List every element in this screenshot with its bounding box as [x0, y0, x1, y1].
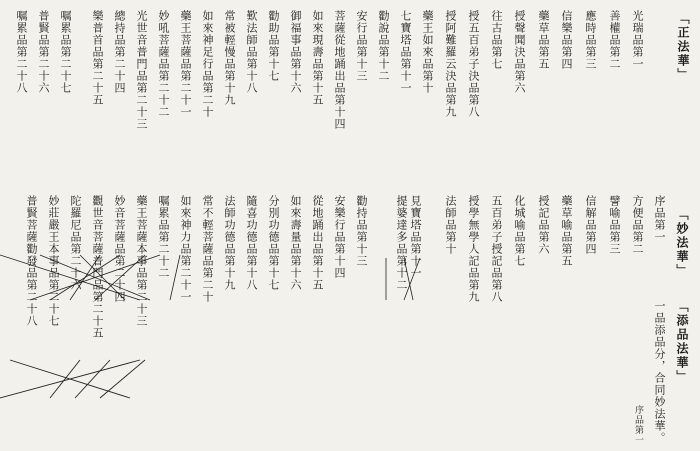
mid-row-22: 嘱累品第二十二	[157, 195, 170, 279]
top-row-6: 授聲聞決品第六	[513, 10, 526, 94]
mid-row-13: 勸持品第十三	[355, 195, 368, 267]
mid-row-24: 妙音菩薩品第二十四	[113, 195, 126, 303]
top-row-1: 光瑞品第一	[631, 10, 644, 70]
mid-row-5: 藥草喻品第五	[560, 195, 573, 267]
top-row-20: 如來神足行品第二十	[201, 10, 214, 118]
top-row-7: 往古品第七	[490, 10, 503, 70]
top-row-10: 藥王如來品第十	[421, 10, 434, 94]
top-row-12: 勸說品第十二	[377, 10, 390, 82]
connector-line	[50, 360, 80, 398]
mid-row-18: 隨喜功德品第十八	[245, 195, 258, 291]
mid-row-16: 如來壽量品第十六	[289, 195, 302, 291]
top-row-25: 樂普首品第二十五	[91, 10, 104, 106]
top-row-8: 授五百弟子決品第八	[467, 10, 480, 118]
mid-row-28: 普賢菩薩勸發品第二十八	[25, 195, 38, 327]
mid-row-6: 授記品第六	[537, 195, 550, 255]
header-mid: 「妙法華」	[675, 208, 689, 278]
mid-row-3: 譬喻品第三	[608, 195, 621, 255]
top-row-27: 普賢品第二十六	[37, 10, 50, 94]
mid-row-25: 觀世音菩薩普門品第二十五	[91, 195, 104, 339]
mid-row-20: 常不輕菩薩品第二十	[201, 195, 214, 303]
mid-row-10: 法師品第十	[444, 195, 457, 255]
mid-row-2: 方便品第二	[631, 195, 644, 255]
top-row-17: 勸助品第十七	[267, 10, 280, 82]
mid-row-27: 妙莊嚴王本事品第二十七	[47, 195, 60, 327]
top-row-9: 授阿難羅云決品第九	[444, 10, 457, 118]
connector-line	[50, 255, 120, 300]
top-row-5: 藥草品第五	[537, 10, 550, 70]
connector-line	[10, 360, 130, 398]
top-row-18: 歎法師品第十八	[245, 10, 258, 94]
top-row-15: 如來現壽品第十五	[311, 10, 324, 106]
mid-row-1: 序品第一	[653, 195, 666, 243]
header-right: 「正法華」	[676, 12, 690, 82]
top-row-24: 總持品第二十四	[113, 10, 126, 94]
connector-line	[0, 360, 140, 398]
top-row-19: 常被輕慢品第十九	[223, 10, 236, 106]
top-row-16: 御福事品第十六	[289, 10, 302, 94]
top-row-14: 菩薩從地踊出品第十四	[333, 10, 346, 130]
mid-row-11: 見寶塔品第十一	[409, 195, 422, 279]
mid-row-21: 如來神力品第二十一	[179, 195, 192, 303]
header-note: 一品添品分，合同妙法華。	[653, 300, 666, 444]
mid-row-15: 從地踊出品第十五	[311, 195, 324, 291]
bottom-row-1: 序品第一	[633, 405, 643, 445]
connector-line	[100, 360, 145, 398]
mid-row-19: 法師功德品第十九	[223, 195, 236, 291]
connector-line	[75, 360, 110, 398]
top-row-2: 善權品第二	[608, 10, 621, 70]
mid-row-26: 陀羅尼品第二十六	[69, 195, 82, 291]
mid-row-23: 藥王菩薩本事品第二十三	[135, 195, 148, 327]
mid-row-17: 分別功德品第十七	[267, 195, 280, 291]
header-left: 「添品法華」	[675, 300, 689, 384]
top-row-26: 嘱累品第二十七	[59, 10, 72, 94]
top-row-11: 七寶塔品第十一	[399, 10, 412, 94]
top-row-28: 嘱累品第二十八	[15, 10, 28, 94]
mid-row-4: 信解品第四	[584, 195, 597, 255]
mid-row-8: 五百弟子授記品第八	[490, 195, 503, 303]
top-row-23: 光世音普門品第二十三	[135, 10, 148, 130]
top-row-22: 妙吼菩薩品第二十二	[157, 10, 170, 118]
mid-row-12: 提婆達多品第十二	[395, 195, 408, 291]
mid-row-7: 化城喻品第七	[513, 195, 526, 267]
top-row-13: 安行品第十三	[355, 10, 368, 82]
mid-row-9: 授學無學人記品第九	[467, 195, 480, 303]
top-row-3: 應時品第三	[584, 10, 597, 70]
mid-row-14: 安樂行品第十四	[333, 195, 346, 279]
top-row-4: 信樂品第四	[560, 10, 573, 70]
top-row-21: 藥王菩薩品第二十一	[179, 10, 192, 118]
